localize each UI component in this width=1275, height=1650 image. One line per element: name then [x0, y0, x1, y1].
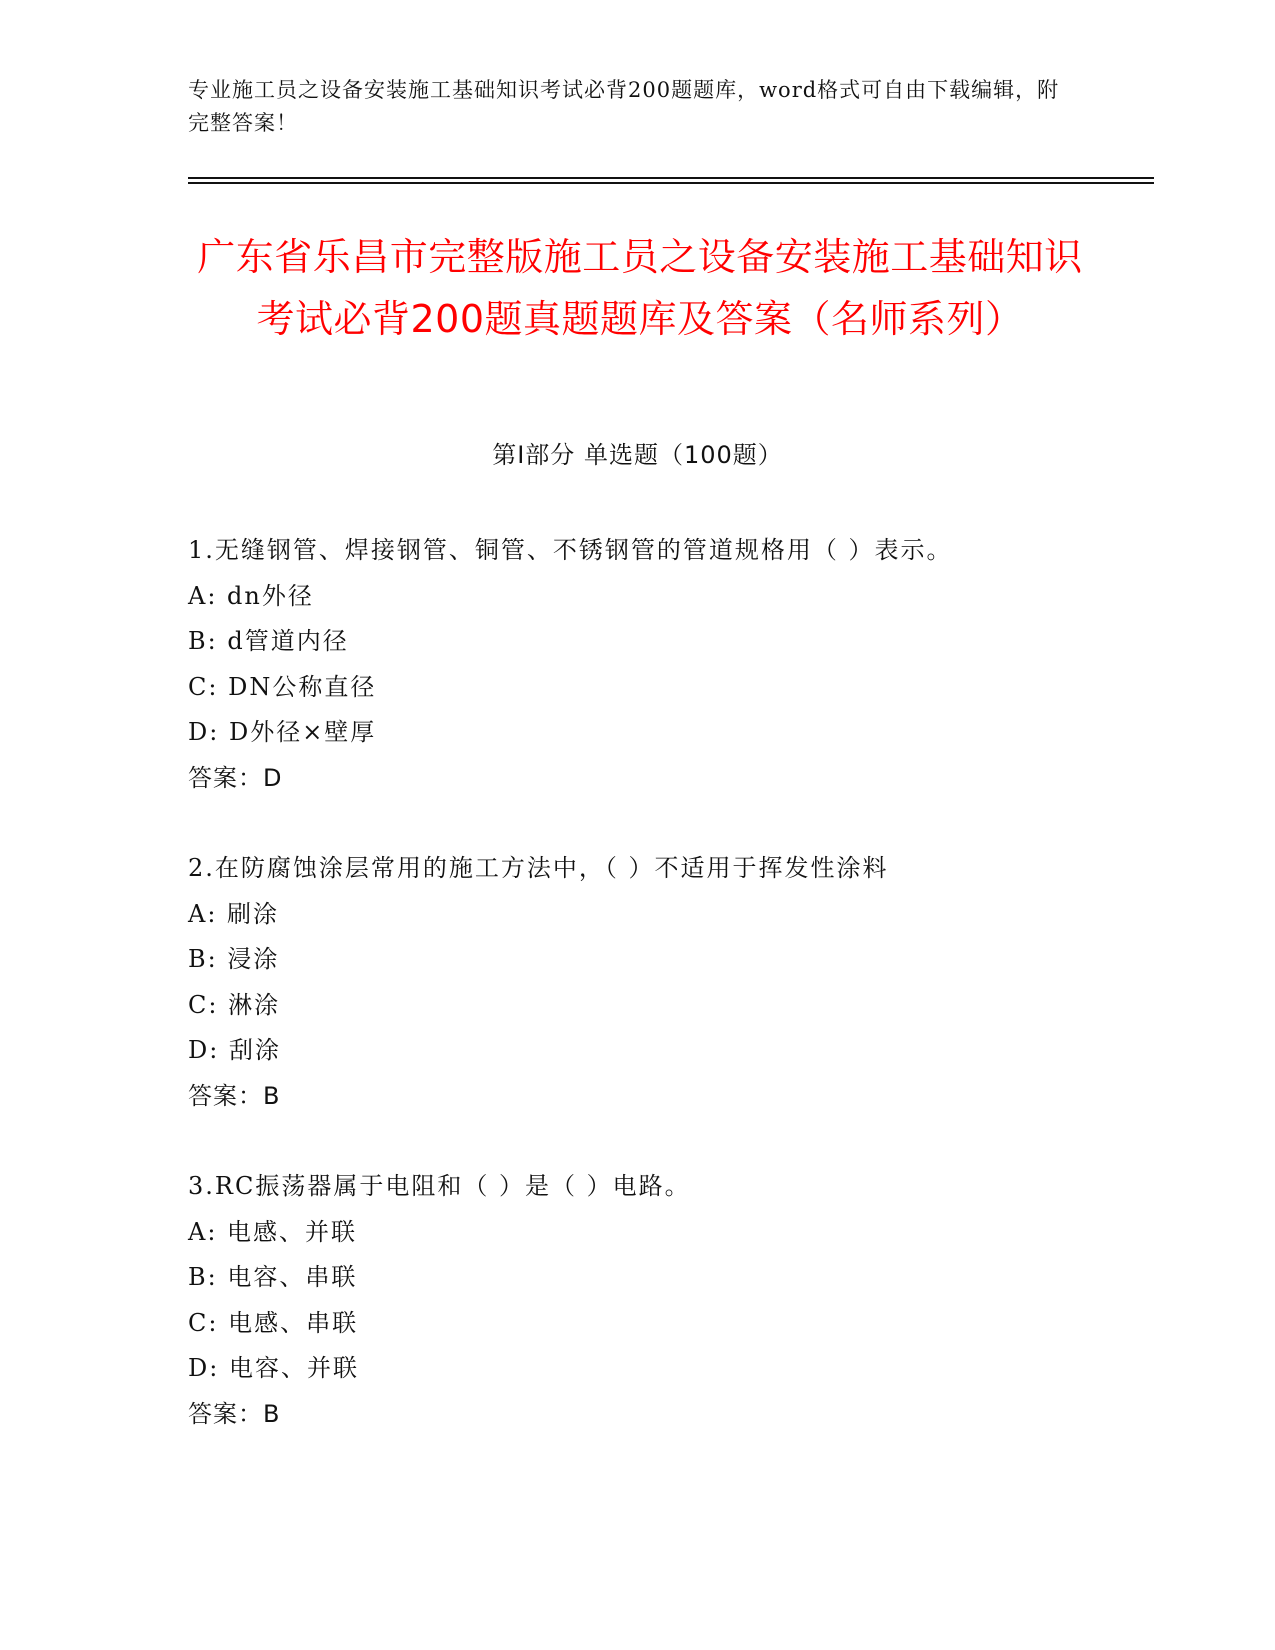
- option-d: D: D外径×壁厚: [188, 718, 377, 746]
- question-stem: 1.无缝钢管、焊接钢管、铜管、不锈钢管的管道规格用（ ）表示。: [188, 536, 953, 564]
- question-block: [188, 1164, 1148, 1437]
- option-a: A: dn外径: [188, 581, 314, 610]
- answer-line: 答案：D: [188, 763, 283, 792]
- option-c: C: 电感、串联: [188, 1308, 359, 1337]
- option-a: A: 电感、并联: [188, 1217, 358, 1246]
- header-rule-top: [188, 177, 1154, 179]
- option-b: B: 浸涂: [188, 945, 280, 973]
- question-block: [188, 846, 1148, 1119]
- answer-line: 答案：B: [188, 1399, 281, 1428]
- header-note: 专业施工员之设备安装施工基础知识考试必背200题题库，word格式可自由下载编辑，附完整答案！: [188, 78, 1060, 135]
- option-b: B: d管道内径: [188, 627, 349, 655]
- section-heading: 第I部分 单选题（100题）: [492, 441, 783, 469]
- question-stem: 3.RC振荡器属于电阻和（ ）是（ ）电路。: [188, 1172, 691, 1200]
- answer-line: 答案：B: [188, 1081, 281, 1110]
- question-stem: 2.在防腐蚀涂层常用的施工方法中，（ ）不适用于挥发性涂料: [188, 854, 889, 882]
- header-rule-bottom: [188, 182, 1154, 184]
- document-title: 广东省乐昌市完整版施工员之设备安装施工基础知识考试必背200题真题题库及答案（名师系列）: [197, 235, 1083, 341]
- option-c: C: DN公称直径: [188, 672, 377, 701]
- option-b: B: 电容、串联: [188, 1263, 358, 1291]
- option-d: D: 刮涂: [188, 1036, 281, 1064]
- question-block: [188, 528, 1148, 801]
- option-a: A: 刷涂: [188, 899, 280, 928]
- option-d: D: 电容、并联: [188, 1354, 359, 1382]
- option-c: C: 淋涂: [188, 990, 281, 1019]
